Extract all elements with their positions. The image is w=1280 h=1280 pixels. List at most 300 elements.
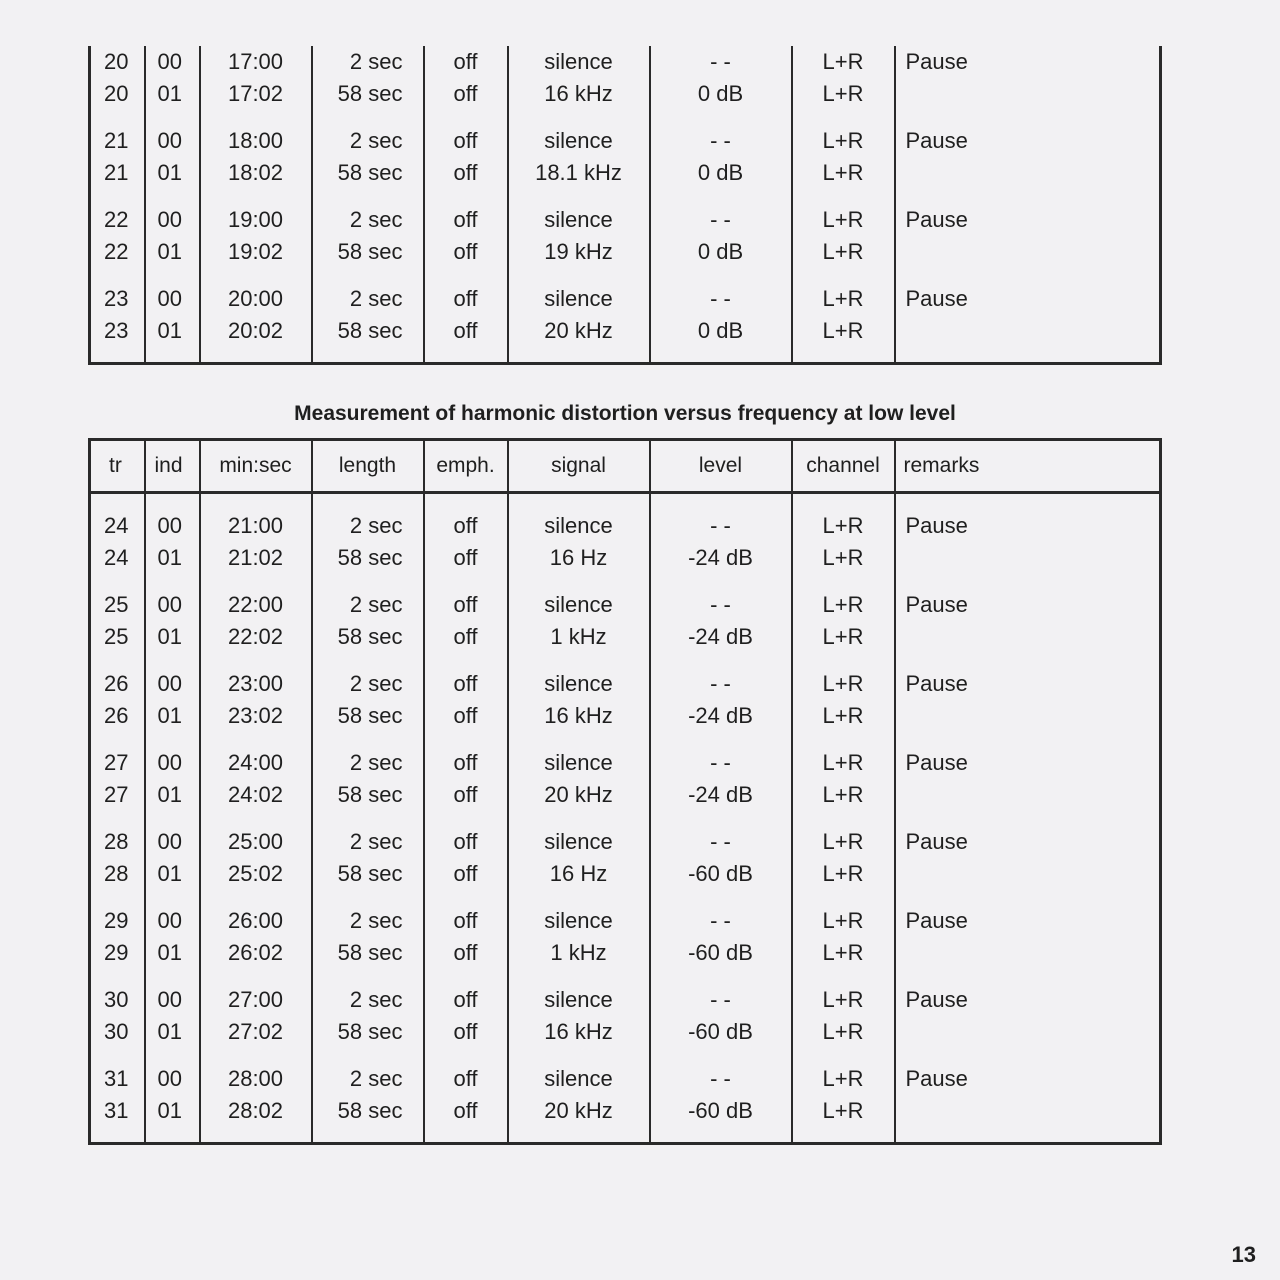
cell-remarks — [895, 937, 1161, 969]
cell-length: 2 sec — [312, 283, 424, 315]
spacer-cell — [200, 109, 312, 125]
spacer-cell — [90, 188, 145, 204]
cell-level: - - — [650, 826, 792, 858]
spacer-cell — [145, 1126, 200, 1144]
spacer-cell — [90, 493, 145, 511]
cell-remarks — [895, 157, 1161, 189]
spacer-cell — [792, 810, 895, 826]
table-row — [90, 779, 1161, 811]
cell-length: 58 sec — [312, 1016, 424, 1048]
cell-remarks: Pause — [895, 204, 1161, 236]
cell-channel: L+R — [792, 1095, 895, 1127]
cell-emph: off — [424, 700, 508, 732]
cell-level: -60 dB — [650, 858, 792, 890]
cell-signal: 19 kHz — [508, 236, 650, 268]
table-row — [90, 700, 1161, 732]
cell-level: -24 dB — [650, 700, 792, 732]
cell-ind: 00 — [145, 589, 200, 621]
cell-remarks — [895, 236, 1161, 268]
spacer-cell — [312, 731, 424, 747]
track-table-top — [88, 46, 1162, 365]
spacer-cell — [650, 889, 792, 905]
spacer-cell — [312, 889, 424, 905]
spacer-cell — [650, 968, 792, 984]
table-row — [90, 1016, 1161, 1048]
cell-min-sec: 28:00 — [200, 1063, 312, 1095]
spacer-cell — [895, 109, 1161, 125]
cell-signal: silence — [508, 125, 650, 157]
cell-min-sec: 21:02 — [200, 542, 312, 574]
cell-length: 58 sec — [312, 236, 424, 268]
cell-signal: 20 kHz — [508, 315, 650, 347]
cell-length: 2 sec — [312, 510, 424, 542]
cell-min-sec: 25:02 — [200, 858, 312, 890]
spacer-cell — [508, 1047, 650, 1063]
cell-level: - - — [650, 747, 792, 779]
cell-tr: 27 — [104, 750, 129, 775]
header-level: level — [650, 440, 792, 493]
cell-channel: L+R — [792, 826, 895, 858]
cell-ind: 01 — [145, 542, 200, 574]
spacer-cell — [90, 109, 145, 125]
cell-ind: 00 — [145, 46, 200, 78]
table-row — [90, 905, 1161, 937]
cell-tr: 25 — [104, 623, 129, 649]
spacer-cell — [424, 731, 508, 747]
header-row — [90, 440, 1161, 493]
cell-level: -24 dB — [650, 779, 792, 811]
cell-length: 58 sec — [312, 157, 424, 189]
spacer-cell — [650, 188, 792, 204]
cell-tr: 20 — [104, 49, 129, 74]
cell-channel: L+R — [792, 283, 895, 315]
spacer-cell — [650, 346, 792, 364]
spacer-cell — [145, 810, 200, 826]
spacer-row — [90, 573, 1161, 589]
spacer-cell — [90, 652, 145, 668]
table-row — [90, 510, 1161, 542]
cell-tr: 23 — [104, 286, 129, 311]
cell-emph: off — [424, 1016, 508, 1048]
cell-channel: L+R — [792, 1016, 895, 1048]
spacer-cell — [424, 109, 508, 125]
cell-ind: 00 — [145, 125, 200, 157]
cell-min-sec: 19:02 — [200, 236, 312, 268]
cell-level: - - — [650, 46, 792, 78]
table-row — [90, 204, 1161, 236]
spacer-cell — [895, 731, 1161, 747]
cell-min-sec: 20:02 — [200, 315, 312, 347]
spacer-cell — [145, 267, 200, 283]
cell-level: 0 dB — [650, 236, 792, 268]
header-ind: ind — [145, 440, 200, 493]
spacer-cell — [895, 652, 1161, 668]
spacer-row — [90, 1047, 1161, 1063]
spacer-cell — [424, 493, 508, 511]
cell-ind: 00 — [145, 1063, 200, 1095]
cell-emph: off — [424, 668, 508, 700]
spacer-row — [90, 810, 1161, 826]
spacer-cell — [90, 810, 145, 826]
cell-length: 58 sec — [312, 315, 424, 347]
cell-signal: 20 kHz — [508, 779, 650, 811]
cell-emph: off — [424, 542, 508, 574]
spacer-cell — [200, 652, 312, 668]
spacer-cell — [424, 810, 508, 826]
cell-remarks: Pause — [895, 826, 1161, 858]
cell-signal: silence — [508, 747, 650, 779]
cell-signal: silence — [508, 283, 650, 315]
cell-tr: 27 — [104, 781, 129, 807]
table-row — [90, 236, 1161, 268]
spacer-cell — [312, 109, 424, 125]
table-row — [90, 78, 1161, 110]
spacer-row — [90, 109, 1161, 125]
cell-tr: 26 — [104, 671, 129, 696]
spacer-cell — [650, 1126, 792, 1144]
spacer-cell — [424, 1047, 508, 1063]
table-row — [90, 826, 1161, 858]
cell-ind: 01 — [145, 621, 200, 653]
spacer-cell — [90, 1126, 145, 1144]
cell-min-sec: 26:00 — [200, 905, 312, 937]
cell-remarks: Pause — [895, 283, 1161, 315]
cell-channel: L+R — [792, 621, 895, 653]
cell-channel: L+R — [792, 589, 895, 621]
cell-tr: 25 — [104, 592, 129, 617]
cell-level: -24 dB — [650, 542, 792, 574]
spacer-cell — [145, 493, 200, 511]
cell-tr: 24 — [104, 544, 129, 570]
cell-tr: 28 — [104, 829, 129, 854]
spacer-cell — [895, 573, 1161, 589]
spacer-cell — [424, 1126, 508, 1144]
spacer-cell — [792, 1047, 895, 1063]
cell-signal: 16 kHz — [508, 1016, 650, 1048]
cell-emph: off — [424, 236, 508, 268]
cell-signal: 1 kHz — [508, 937, 650, 969]
spacer-cell — [508, 109, 650, 125]
spacer-cell — [90, 267, 145, 283]
cell-tr: 24 — [104, 513, 129, 538]
cell-length: 2 sec — [312, 668, 424, 700]
spacer-row — [90, 889, 1161, 905]
table-row — [90, 621, 1161, 653]
spacer-row — [90, 188, 1161, 204]
spacer-cell — [792, 346, 895, 364]
spacer-cell — [312, 652, 424, 668]
cell-length: 2 sec — [312, 46, 424, 78]
spacer-cell — [895, 267, 1161, 283]
cell-min-sec: 23:02 — [200, 700, 312, 732]
cell-level: - - — [650, 510, 792, 542]
spacer-cell — [145, 731, 200, 747]
cell-remarks: Pause — [895, 668, 1161, 700]
spacer-cell — [895, 810, 1161, 826]
cell-remarks: Pause — [895, 125, 1161, 157]
cell-min-sec: 24:02 — [200, 779, 312, 811]
spacer-cell — [650, 493, 792, 511]
spacer-cell — [200, 1047, 312, 1063]
cell-signal: 16 Hz — [508, 858, 650, 890]
table-row — [90, 668, 1161, 700]
cell-ind: 01 — [145, 157, 200, 189]
track-table-bottom — [88, 438, 1162, 1145]
cell-min-sec: 28:02 — [200, 1095, 312, 1127]
cell-ind: 01 — [145, 315, 200, 347]
spacer-cell — [200, 810, 312, 826]
cell-channel: L+R — [792, 157, 895, 189]
cell-channel: L+R — [792, 984, 895, 1016]
spacer-cell — [145, 188, 200, 204]
spacer-cell — [424, 652, 508, 668]
cell-emph: off — [424, 46, 508, 78]
cell-ind: 00 — [145, 204, 200, 236]
cell-min-sec: 22:02 — [200, 621, 312, 653]
cell-emph: off — [424, 905, 508, 937]
spacer-cell — [312, 1126, 424, 1144]
cell-signal: silence — [508, 1063, 650, 1095]
cell-ind: 00 — [145, 984, 200, 1016]
cell-min-sec: 22:00 — [200, 589, 312, 621]
spacer-cell — [424, 573, 508, 589]
cell-min-sec: 18:00 — [200, 125, 312, 157]
spacer-cell — [200, 188, 312, 204]
table-row — [90, 937, 1161, 969]
spacer-cell — [650, 573, 792, 589]
cell-signal: silence — [508, 826, 650, 858]
spacer-cell — [424, 267, 508, 283]
spacer-cell — [312, 346, 424, 364]
cell-level: - - — [650, 1063, 792, 1095]
cell-remarks: Pause — [895, 1063, 1161, 1095]
cell-remarks — [895, 1095, 1161, 1127]
cell-emph: off — [424, 937, 508, 969]
cell-remarks: Pause — [895, 510, 1161, 542]
spacer-cell — [792, 109, 895, 125]
spacer-cell — [508, 267, 650, 283]
spacer-cell — [200, 346, 312, 364]
cell-emph: off — [424, 1095, 508, 1127]
table-row — [90, 1063, 1161, 1095]
cell-length: 2 sec — [312, 984, 424, 1016]
cell-level: - - — [650, 204, 792, 236]
cell-tr: 22 — [104, 238, 129, 264]
cell-tr: 31 — [104, 1097, 129, 1123]
spacer-cell — [200, 573, 312, 589]
spacer-cell — [508, 652, 650, 668]
cell-level: 0 dB — [650, 157, 792, 189]
spacer-cell — [200, 267, 312, 283]
spacer-cell — [145, 652, 200, 668]
cell-level: -60 dB — [650, 937, 792, 969]
cell-length: 2 sec — [312, 1063, 424, 1095]
spacer-row — [90, 968, 1161, 984]
spacer-cell — [650, 1047, 792, 1063]
cell-emph: off — [424, 589, 508, 621]
cell-ind: 00 — [145, 668, 200, 700]
cell-tr: 26 — [104, 702, 129, 728]
spacer-cell — [508, 1126, 650, 1144]
cell-channel: L+R — [792, 747, 895, 779]
cell-ind: 01 — [145, 1095, 200, 1127]
cell-min-sec: 26:02 — [200, 937, 312, 969]
cell-min-sec: 27:00 — [200, 984, 312, 1016]
spacer-cell — [312, 493, 424, 511]
cell-ind: 01 — [145, 236, 200, 268]
spacer-cell — [312, 1047, 424, 1063]
spacer-cell — [424, 968, 508, 984]
table-row — [90, 46, 1161, 78]
header-length: length — [312, 440, 424, 493]
cell-signal: 18.1 kHz — [508, 157, 650, 189]
page-number: 13 — [1231, 1242, 1256, 1267]
cell-length: 2 sec — [312, 905, 424, 937]
spacer-cell — [650, 267, 792, 283]
cell-ind: 00 — [145, 510, 200, 542]
cell-length: 58 sec — [312, 700, 424, 732]
cell-min-sec: 17:02 — [200, 78, 312, 110]
spacer-cell — [145, 109, 200, 125]
table-row — [90, 858, 1161, 890]
spacer-cell — [90, 573, 145, 589]
cell-signal: 1 kHz — [508, 621, 650, 653]
spacer-cell — [792, 493, 895, 511]
cell-tr: 29 — [104, 939, 129, 965]
spacer-cell — [792, 188, 895, 204]
cell-channel: L+R — [792, 78, 895, 110]
cell-tr: 21 — [104, 159, 129, 185]
cell-min-sec: 23:00 — [200, 668, 312, 700]
cell-tr: 20 — [104, 80, 129, 106]
table-row — [90, 1095, 1161, 1127]
spacer-cell — [650, 731, 792, 747]
cell-emph: off — [424, 510, 508, 542]
cell-remarks: Pause — [895, 589, 1161, 621]
cell-ind: 01 — [145, 779, 200, 811]
cell-channel: L+R — [792, 236, 895, 268]
cell-tr: 28 — [104, 860, 129, 886]
cell-remarks: Pause — [895, 905, 1161, 937]
spacer-cell — [200, 731, 312, 747]
cell-emph: off — [424, 779, 508, 811]
cell-remarks — [895, 1016, 1161, 1048]
spacer-cell — [508, 346, 650, 364]
spacer-cell — [200, 1126, 312, 1144]
cell-tr: 30 — [104, 1018, 129, 1044]
spacer-row — [90, 267, 1161, 283]
table-row — [90, 984, 1161, 1016]
cell-length: 2 sec — [312, 826, 424, 858]
cell-emph: off — [424, 1063, 508, 1095]
spacer-row — [90, 731, 1161, 747]
cell-signal: silence — [508, 510, 650, 542]
cell-channel: L+R — [792, 937, 895, 969]
cell-ind: 00 — [145, 283, 200, 315]
cell-level: - - — [650, 668, 792, 700]
cell-emph: off — [424, 984, 508, 1016]
cell-length: 58 sec — [312, 937, 424, 969]
spacer-row — [90, 652, 1161, 668]
spacer-cell — [145, 346, 200, 364]
header-emph: emph. — [424, 440, 508, 493]
spacer-cell — [650, 109, 792, 125]
cell-tr: 31 — [104, 1066, 129, 1091]
cell-signal: silence — [508, 46, 650, 78]
cell-length: 58 sec — [312, 1095, 424, 1127]
cell-length: 58 sec — [312, 78, 424, 110]
cell-ind: 01 — [145, 937, 200, 969]
spacer-cell — [90, 968, 145, 984]
cell-remarks — [895, 621, 1161, 653]
spacer-cell — [312, 267, 424, 283]
cell-channel: L+R — [792, 858, 895, 890]
spacer-cell — [508, 188, 650, 204]
cell-length: 58 sec — [312, 621, 424, 653]
cell-ind: 01 — [145, 1016, 200, 1048]
spacer-cell — [508, 889, 650, 905]
spacer-cell — [650, 810, 792, 826]
cell-signal: silence — [508, 204, 650, 236]
cell-length: 2 sec — [312, 204, 424, 236]
spacer-cell — [792, 573, 895, 589]
table-row — [90, 283, 1161, 315]
spacer-row — [90, 1126, 1161, 1144]
cell-remarks — [895, 315, 1161, 347]
cell-length: 2 sec — [312, 125, 424, 157]
spacer-cell — [508, 810, 650, 826]
cell-tr: 30 — [104, 987, 129, 1012]
spacer-cell — [312, 188, 424, 204]
cell-channel: L+R — [792, 204, 895, 236]
spacer-row — [90, 346, 1161, 364]
spacer-cell — [145, 1047, 200, 1063]
cell-remarks — [895, 779, 1161, 811]
cell-tr: 22 — [104, 207, 129, 232]
cell-emph: off — [424, 283, 508, 315]
spacer-cell — [312, 573, 424, 589]
cell-ind: 01 — [145, 700, 200, 732]
spacer-cell — [424, 188, 508, 204]
cell-level: 0 dB — [650, 315, 792, 347]
table-row — [90, 125, 1161, 157]
spacer-cell — [90, 889, 145, 905]
cell-emph: off — [424, 315, 508, 347]
cell-channel: L+R — [792, 779, 895, 811]
cell-length: 58 sec — [312, 779, 424, 811]
cell-emph: off — [424, 621, 508, 653]
cell-channel: L+R — [792, 668, 895, 700]
cell-level: - - — [650, 589, 792, 621]
spacer-cell — [312, 810, 424, 826]
cell-signal: silence — [508, 589, 650, 621]
spacer-cell — [312, 968, 424, 984]
cell-remarks: Pause — [895, 46, 1161, 78]
cell-emph: off — [424, 204, 508, 236]
spacer-cell — [424, 889, 508, 905]
spacer-cell — [895, 346, 1161, 364]
cell-ind: 00 — [145, 905, 200, 937]
cell-emph: off — [424, 747, 508, 779]
spacer-cell — [895, 889, 1161, 905]
cell-level: - - — [650, 905, 792, 937]
cell-channel: L+R — [792, 46, 895, 78]
cell-min-sec: 27:02 — [200, 1016, 312, 1048]
cell-emph: off — [424, 858, 508, 890]
cell-tr: 21 — [104, 128, 129, 153]
cell-length: 58 sec — [312, 542, 424, 574]
cell-remarks — [895, 858, 1161, 890]
